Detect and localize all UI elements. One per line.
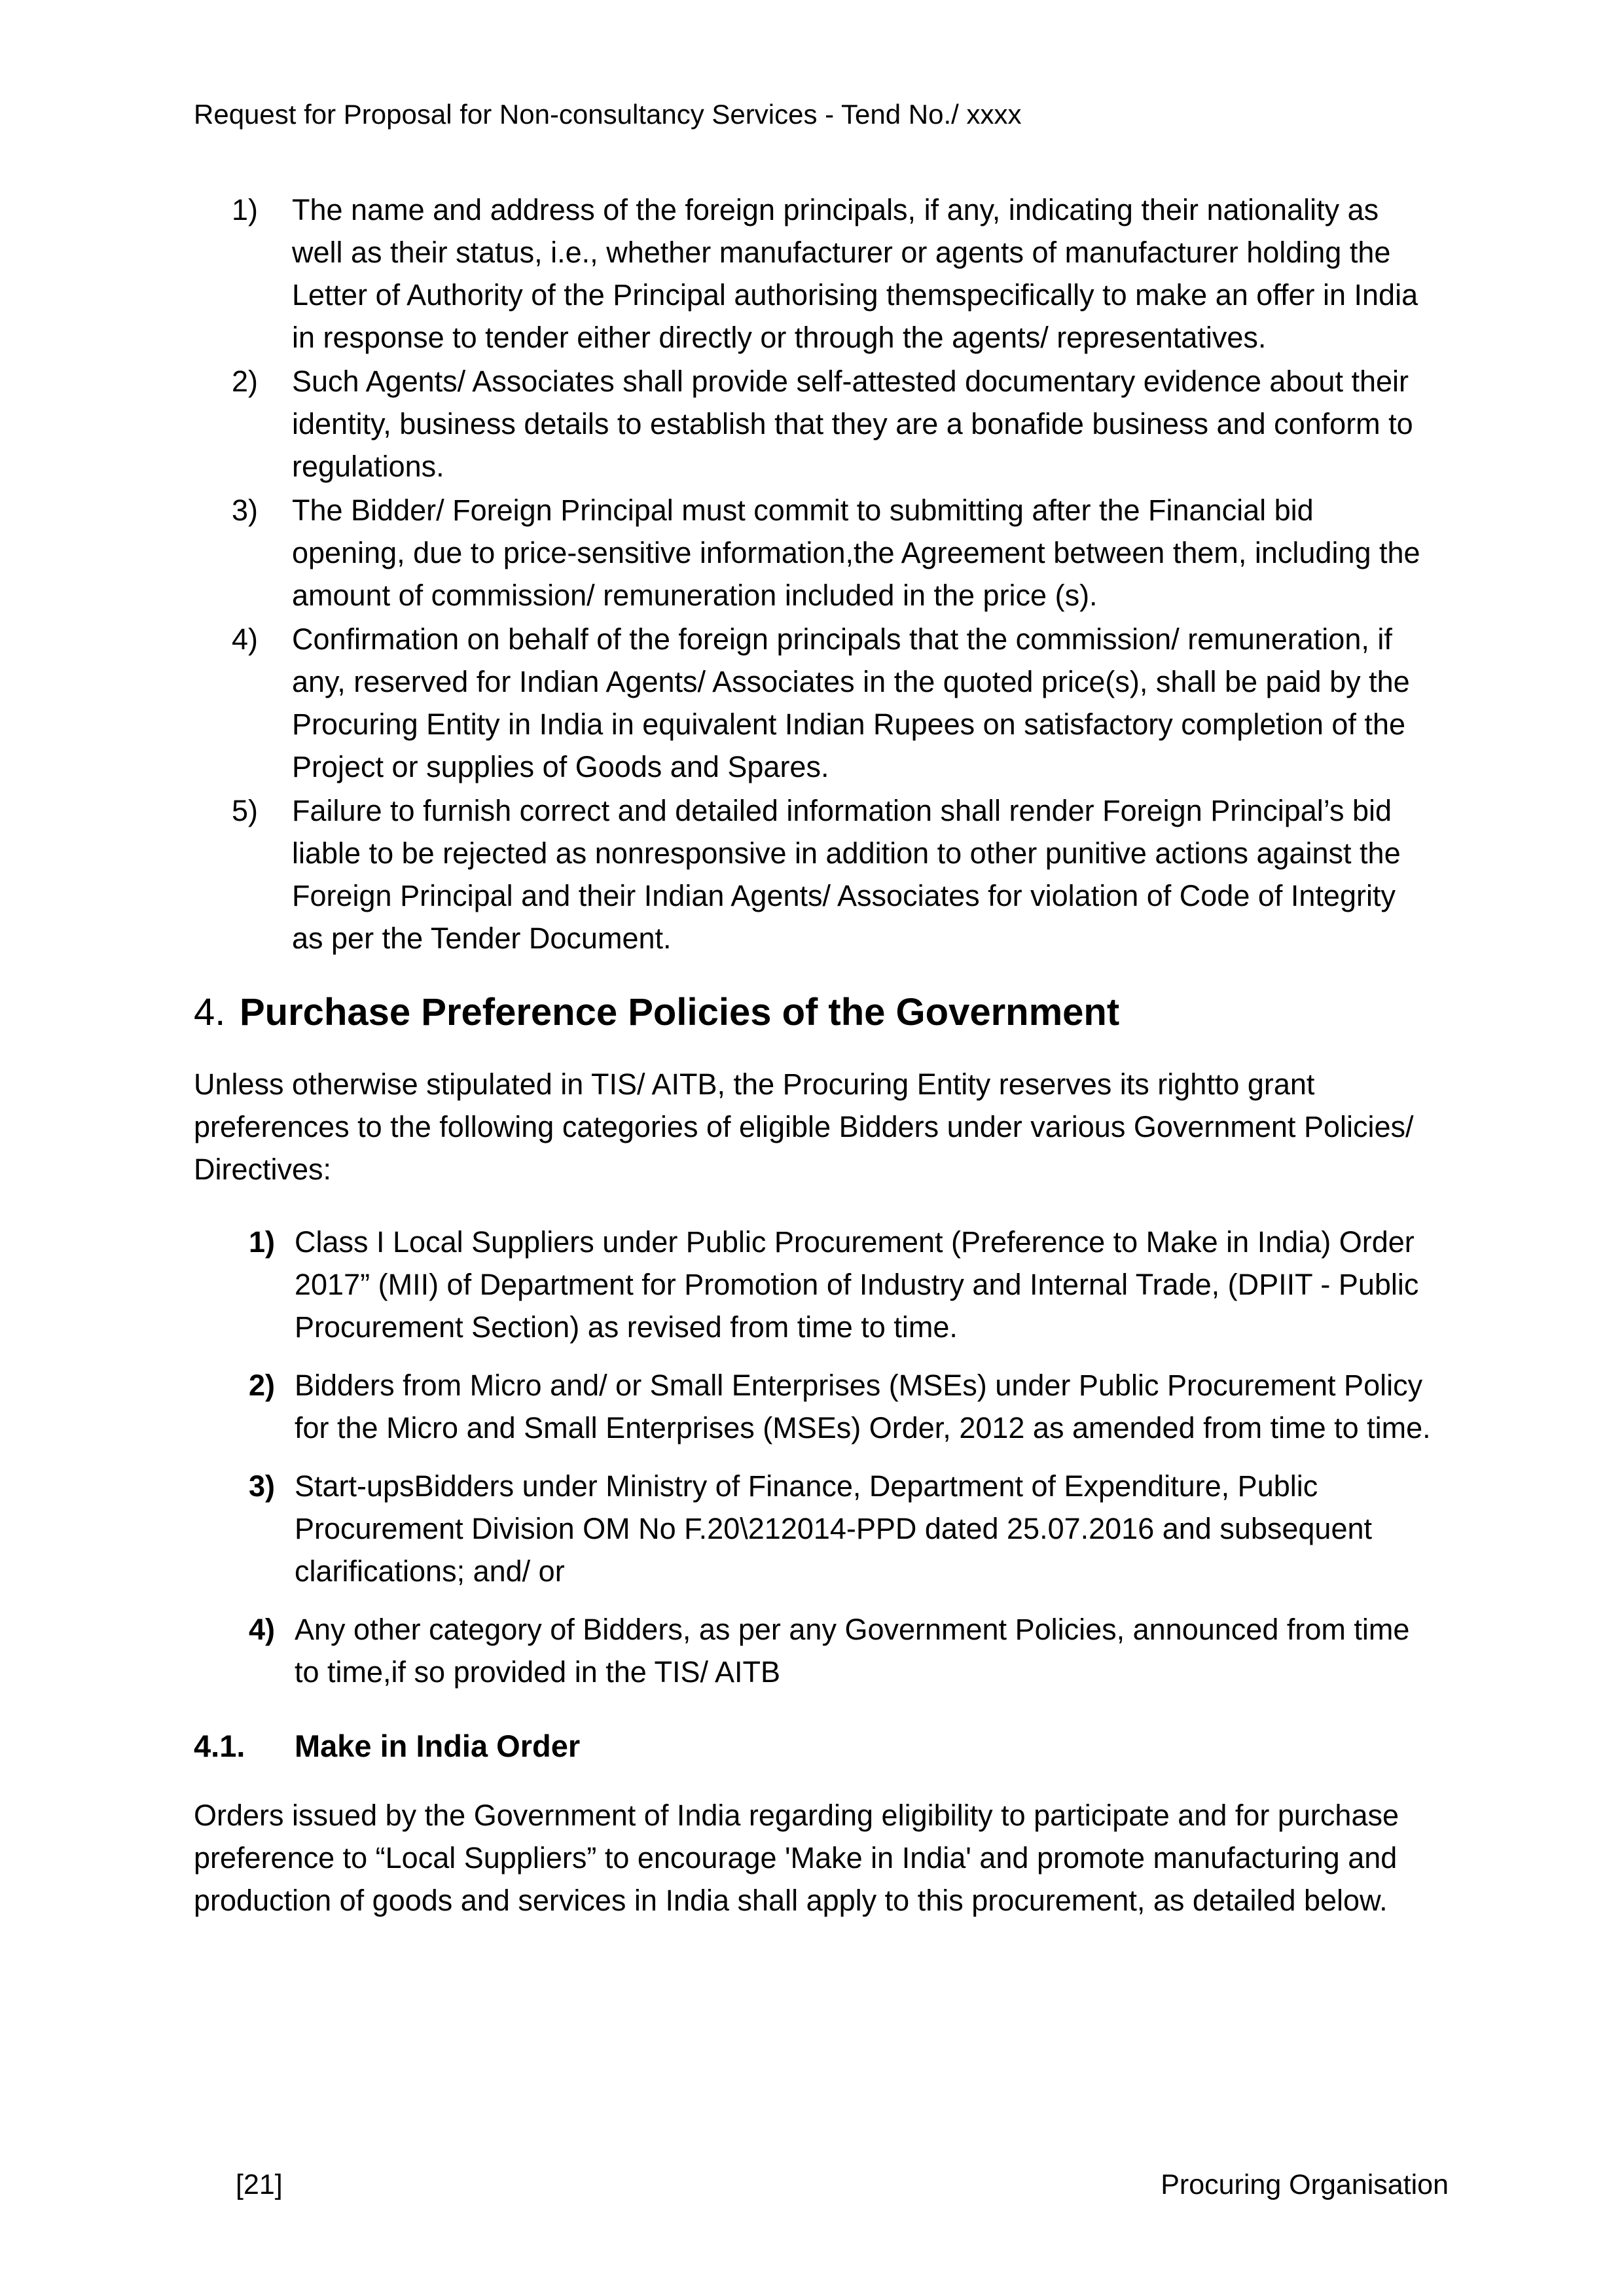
footer-page-number: [21] [236, 2169, 283, 2200]
list-item-text: Confirmation on behalf of the foreign principals that the commission/ remuneration, if any, reserved for Indian Agents/ Associates in the quoted price(s), shall be paid by the Procuring Entity in India in equivalent Indian Rupees on satisfactory completion of the Project or supplies of Goods and Spares. [292, 622, 1410, 783]
list-item-text: Such Agents/ Associates shall provide self-attested documentary evidence about their identity, business details to establish that they are a bonafide business and conform to regulations. [292, 365, 1413, 483]
list-item [194, 618, 1432, 788]
list-item [194, 789, 1432, 960]
list-item-text: Failure to furnish correct and detailed information shall render Foreign Principal’s bid liable to be rejected as nonresponsive in addition to other punitive actions against the Foreign Principal and their Indian Agents/ Associates for violation of Code of Integrity as per the Tender Document. [292, 794, 1401, 955]
list-item-text: The name and address of the foreign principals, if any, indicating their nationality as well as their status, i.e., whether manufacturer or agents of manufacturer holding the Letter of Authority of the Principal authorising themspecifically to make an offer in India in response to tender either directly or through the agents/ representatives. [292, 193, 1418, 354]
list-item-number: 2) [249, 1369, 276, 1402]
section-heading [194, 990, 1432, 1035]
list-item [194, 1608, 1432, 1693]
list-item-number: 1) [232, 193, 259, 226]
list-item-number: 4) [249, 1613, 276, 1646]
section-number: 4. [194, 991, 226, 1033]
subsection-heading [194, 1727, 1432, 1765]
list-item-text: The Bidder/ Foreign Principal must commit to submitting after the Financial bid opening, due to price-sensitive information,the Agreement between them, including the amount of commission/ remuneration included in the price (s). [292, 493, 1420, 612]
page-header [194, 98, 1432, 131]
header-title: Request for Proposal for Non-consultancy Services - Tend No./ xxxx [194, 99, 1022, 130]
list-item [194, 188, 1432, 359]
list-item [194, 1465, 1432, 1592]
list-item-number: 2) [232, 365, 259, 398]
list-item-number: 1) [249, 1225, 276, 1259]
list-item [194, 1221, 1432, 1348]
section-title: Purchase Preference Policies of the Government [240, 991, 1120, 1033]
section-intro-paragraph: Unless otherwise stipulated in TIS/ AITB, the Procuring Entity reserves its rightto grant preferences to the following categories of eligible Bidders under various Government Policies/ Directives: [194, 1067, 1414, 1186]
list-item-number: 3) [232, 493, 259, 527]
make-in-india-paragraph: Orders issued by the Government of India regarding eligibility to participate and for purchase preference to “Local Suppliers” to encourage 'Make in India' and promote manufacturing and production of goods and services in India shall apply to this procurement, as detailed below. [194, 1799, 1399, 1917]
list-item [194, 360, 1432, 488]
list-item-number: 5) [232, 794, 259, 827]
subsection-title: Make in India Order [295, 1729, 581, 1763]
list-item-text: Class I Local Suppliers under Public Procurement (Preference to Make in India) Order 2017” (MII) of Department for Promotion of Industry and Internal Trade, (DPIIT - Public Procurement Section) as revised from time to time. [295, 1225, 1419, 1344]
list-item [194, 1364, 1432, 1449]
list-item-text: Start-upsBidders under Ministry of Finance, Department of Expenditure, Public Procurement Division OM No F.20\212014-PPD dated 25.07.2016 and subsequent clarifications; and/ or [295, 1469, 1373, 1588]
list-item [194, 489, 1432, 617]
list-item-text: Bidders from Micro and/ or Small Enterprises (MSEs) under Public Procurement Policy for the Micro and Small Enterprises (MSEs) Order, 2012 as amended from time to time. [295, 1369, 1431, 1444]
preference-categories-list [194, 1221, 1432, 1693]
list-item-text: Any other category of Bidders, as per any Government Policies, announced from time to time,if so provided in the TIS/ AITB [295, 1613, 1410, 1689]
list-item-number: 3) [249, 1469, 276, 1503]
footer-organisation: Procuring Organisation [1161, 2169, 1449, 2200]
page-content [194, 0, 1432, 1922]
list-item-number: 4) [232, 622, 259, 656]
foreign-principal-requirements-list [194, 188, 1432, 960]
subsection-number: 4.1. [194, 1729, 245, 1763]
